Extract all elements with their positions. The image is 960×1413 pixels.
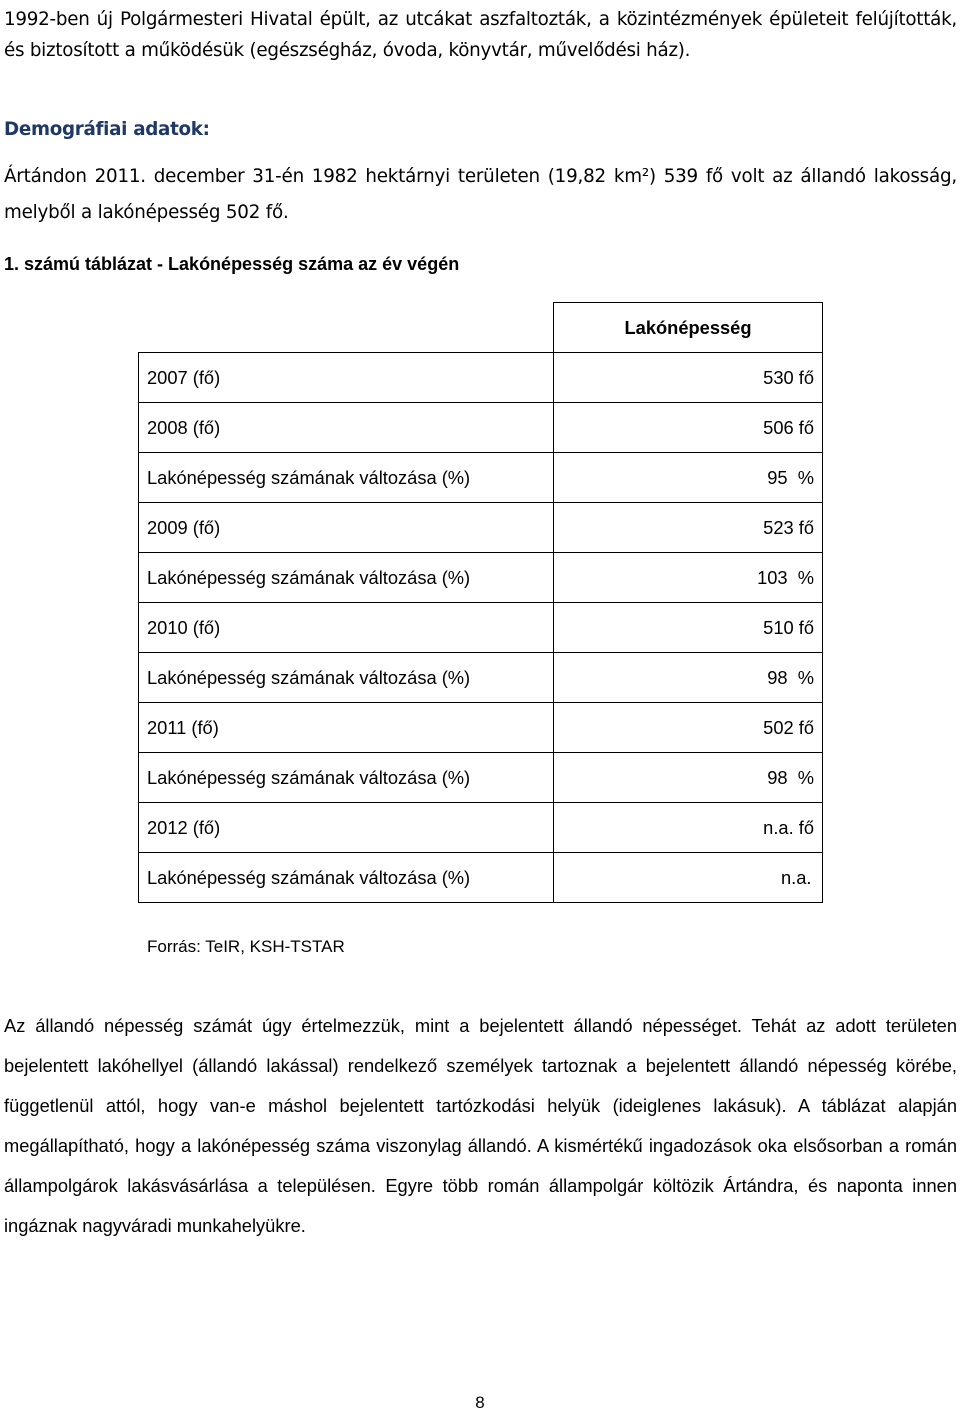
row-label: Lakónépesség számának változása (%) [139,753,554,803]
table-header-row [139,303,823,353]
table-row [139,853,823,903]
row-label: 2010 (fő) [139,603,554,653]
table-row [139,753,823,803]
table-row [139,503,823,553]
row-label: Lakónépesség számának változása (%) [139,453,554,503]
population-paragraph: Ártándon 2011. december 31-én 1982 hektárnyi területen (19,82 km²) 539 fő volt az állandó lakosság, melyből a lakónépesség 502 fő. [4,166,957,223]
row-label: 2008 (fő) [139,403,554,453]
table-header: Lakónépesség [554,303,823,353]
table-row [139,453,823,503]
row-value: 98 % [554,753,823,803]
row-label: 2009 (fő) [139,503,554,553]
table-row [139,403,823,453]
row-label: Lakónépesség számának változása (%) [139,553,554,603]
row-value: 95 % [554,453,823,503]
table-row [139,653,823,703]
explanation-paragraph: Az állandó népesség számát úgy értelmezzük, mint a bejelentett állandó népességet. Tehát az adott területen bejelentett lakóhellyel (állandó lakással) rendelkező személyek tartoznak a bejelentett állandó népesség körébe, függetlenül attól, hogy van-e máshol bejelentett tartózkodási helyük (ideiglenes lakásuk). A táblázat alapján megállapítható, hogy a lakónépesség száma viszonylag állandó. A kismértékű ingadozások oka elsősorban a román állampolgárok lakásvásárlása a településen. Egyre több román állampolgár költözik Ártándra, és naponta innen ingáznak nagyváradi munkahelyükre. [4,1015,957,1236]
table-caption: 1. számú táblázat - Lakónépesség száma az év végén [4,254,460,274]
row-label: 2011 (fő) [139,703,554,753]
table-row [139,553,823,603]
table-row [139,353,823,403]
row-value: 530 fő [554,353,823,403]
row-value: 98 % [554,653,823,703]
table-header-blank [139,303,554,353]
intro-paragraph: 1992-ben új Polgármesteri Hivatal épült, az utcákat aszfaltozták, a közintézmények épületeit felújították, és biztosított a működésük (egészségház, óvoda, könyvtár, művelődési ház). [4,9,957,61]
table-row [139,803,823,853]
row-value: n.a. [554,853,823,903]
population-table [138,302,823,903]
table-row [139,703,823,753]
row-value: 510 fő [554,603,823,653]
row-label: 2012 (fő) [139,803,554,853]
row-label: Lakónépesség számának változása (%) [139,653,554,703]
table-row [139,603,823,653]
row-value: 502 fő [554,703,823,753]
row-value: n.a. fő [554,803,823,853]
row-label: 2007 (fő) [139,353,554,403]
section-heading: Demográfiai adatok: [4,119,210,140]
row-value: 506 fő [554,403,823,453]
row-value: 103 % [554,553,823,603]
table-source: Forrás: TeIR, KSH-TSTAR [147,937,345,956]
row-label: Lakónépesség számának változása (%) [139,853,554,903]
row-value: 523 fő [554,503,823,553]
page-number: 8 [475,1393,485,1412]
